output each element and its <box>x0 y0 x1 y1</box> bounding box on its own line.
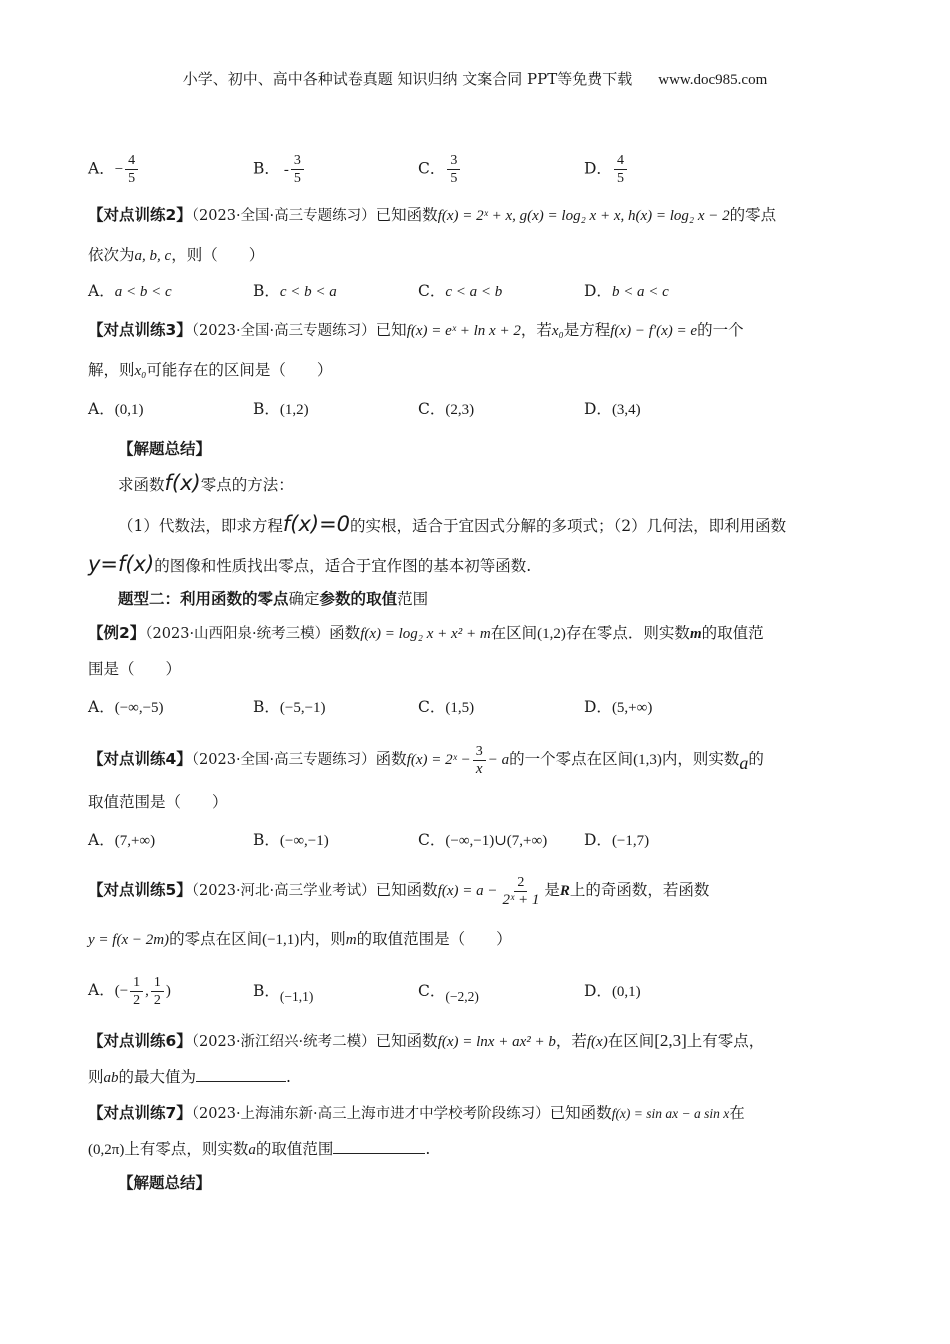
prev-option-b: B． - $\frac{3}{5}$ <box>253 152 306 187</box>
t7-answer-blank[interactable] <box>333 1139 425 1154</box>
ex2-stem-line2: 围是（ ） <box>88 660 182 678</box>
t3-option-b: B．(1,2) <box>253 400 309 418</box>
t6-stem-line2: 则ab的最大值为 . <box>88 1068 291 1086</box>
page-header <box>0 68 950 89</box>
prev-option-c: C． $\frac{3}{5}$ <box>418 152 462 187</box>
ex2-option-b: B．(−5,−1) <box>253 698 326 716</box>
t5-option-b: B．(−1,1) <box>253 982 314 1004</box>
t5-option-d: D．(0,1) <box>584 982 641 1000</box>
t2-stem-line1: 【对点训练2】（2023·全国·高三专题练习）已知函数f(x) = 2ˣ + x, g(x) = log₂ x + x, h(x) = log₂ x − 2的零点 <box>88 206 777 224</box>
t2-option-b: B．c < b < a <box>253 282 337 300</box>
t4-stem-line2: 取值范围是（ ） <box>88 793 228 811</box>
t5-stem-line2: y = f(x − 2m)的零点在区间(−1,1)内，则m的取值范围是（ ） <box>88 930 512 948</box>
t4-stem-line1: 【对点训练4】（2023·全国·高三专题练习）函数f(x) = 2ˣ − $\frac{3}{x}$ − a的一个零点在区间(1,3)内，则实数a的 <box>88 743 764 777</box>
prev-option-a: A．− $\frac{4}{5}$ <box>88 152 140 187</box>
t4-option-d: D．(−1,7) <box>584 831 650 849</box>
ex2-option-c: C．(1,5) <box>418 698 475 716</box>
ex2-option-d: D．(5,+∞) <box>584 698 653 716</box>
t4-option-a: A．(7,+∞) <box>88 831 156 849</box>
header-text: 小学、初中、高中各种试卷真题 知识归纳 文案合同 PPT等免费下载 <box>182 70 633 88</box>
t5-option-a: A．(− $\frac{1}{2}$ , $\frac{1}{2}$ ) <box>88 974 171 1008</box>
t2-option-d: D．b < a < c <box>584 282 669 300</box>
type2-heading: 题型二：利用函数的零点确定参数的取值范围 <box>118 590 429 608</box>
t6-stem-line1: 【对点训练6】（2023·浙江绍兴·统考二模）已知函数f(x) = lnx + ax² + b，若f(x)在区间[2,3]上有零点， <box>88 1031 765 1050</box>
t2-option-c: C．c < a < b <box>418 282 503 300</box>
t7-stem-line2: (0,2π)上有零点，则实数a的取值范围 . <box>88 1140 431 1158</box>
t3-option-a: A．(0,1) <box>88 400 144 418</box>
summary1-line3: y=f(x)的图像和性质找出零点，适合于宜作图的基本初等函数. <box>88 552 532 576</box>
t2-option-a: A．a < b < c <box>88 282 172 300</box>
summary1-title: 【解题总结】 <box>118 440 212 458</box>
header-url[interactable]: www.doc985.com <box>658 72 768 88</box>
t3-stem-line2: 解，则x₀可能存在的区间是（ ） <box>88 361 333 379</box>
summary1-line1: 求函数f(x)零点的方法： <box>118 471 294 495</box>
t5-option-c: C．(−2,2) <box>418 982 479 1004</box>
t3-stem-line1: 【对点训练3】（2023·全国·高三专题练习）已知f(x) = eˣ + ln x + 2，若x₀是方程f(x) − f′(x) = e的一个 <box>88 321 744 339</box>
summary1-line2: （1）代数法，即求方程f(x)=0的实根，适合于宜因式分解的多项式；（2）几何法，即利用函数 <box>118 512 787 536</box>
t2-stem-line2: 依次为a, b, c，则（ ） <box>88 246 265 264</box>
t4-option-c: C．(−∞,−1)∪(7,+∞) <box>418 831 548 849</box>
t3-option-c: C．(2,3) <box>418 400 475 418</box>
t3-option-d: D．(3,4) <box>584 400 641 418</box>
t7-stem-line1: 【对点训练7】（2023·上海浦东新·高三上海市进才中学校考阶段练习）已知函数f(x) = sin ax − a sin x在 <box>88 1104 745 1122</box>
t4-option-b: B．(−∞,−1) <box>253 831 329 849</box>
summary2-title: 【解题总结】 <box>118 1174 212 1192</box>
ex2-stem-line1: 【例2】（2023·山西阳泉·统考三模）函数f(x) = log₂ x + x² + m在区间(1,2)存在零点．则实数m的取值范 <box>88 624 764 642</box>
ex2-option-a: A．(−∞,−5) <box>88 698 164 716</box>
t5-stem-line1: 【对点训练5】（2023·河北·高三学业考试）已知函数f(x) = a − $\frac{2}{\text{2ˣ + 1}}$ 是R上的奇函数，若函数 <box>88 874 710 908</box>
prev-option-d: D． $\frac{4}{5}$ <box>584 152 629 187</box>
t6-answer-blank[interactable] <box>196 1067 286 1082</box>
